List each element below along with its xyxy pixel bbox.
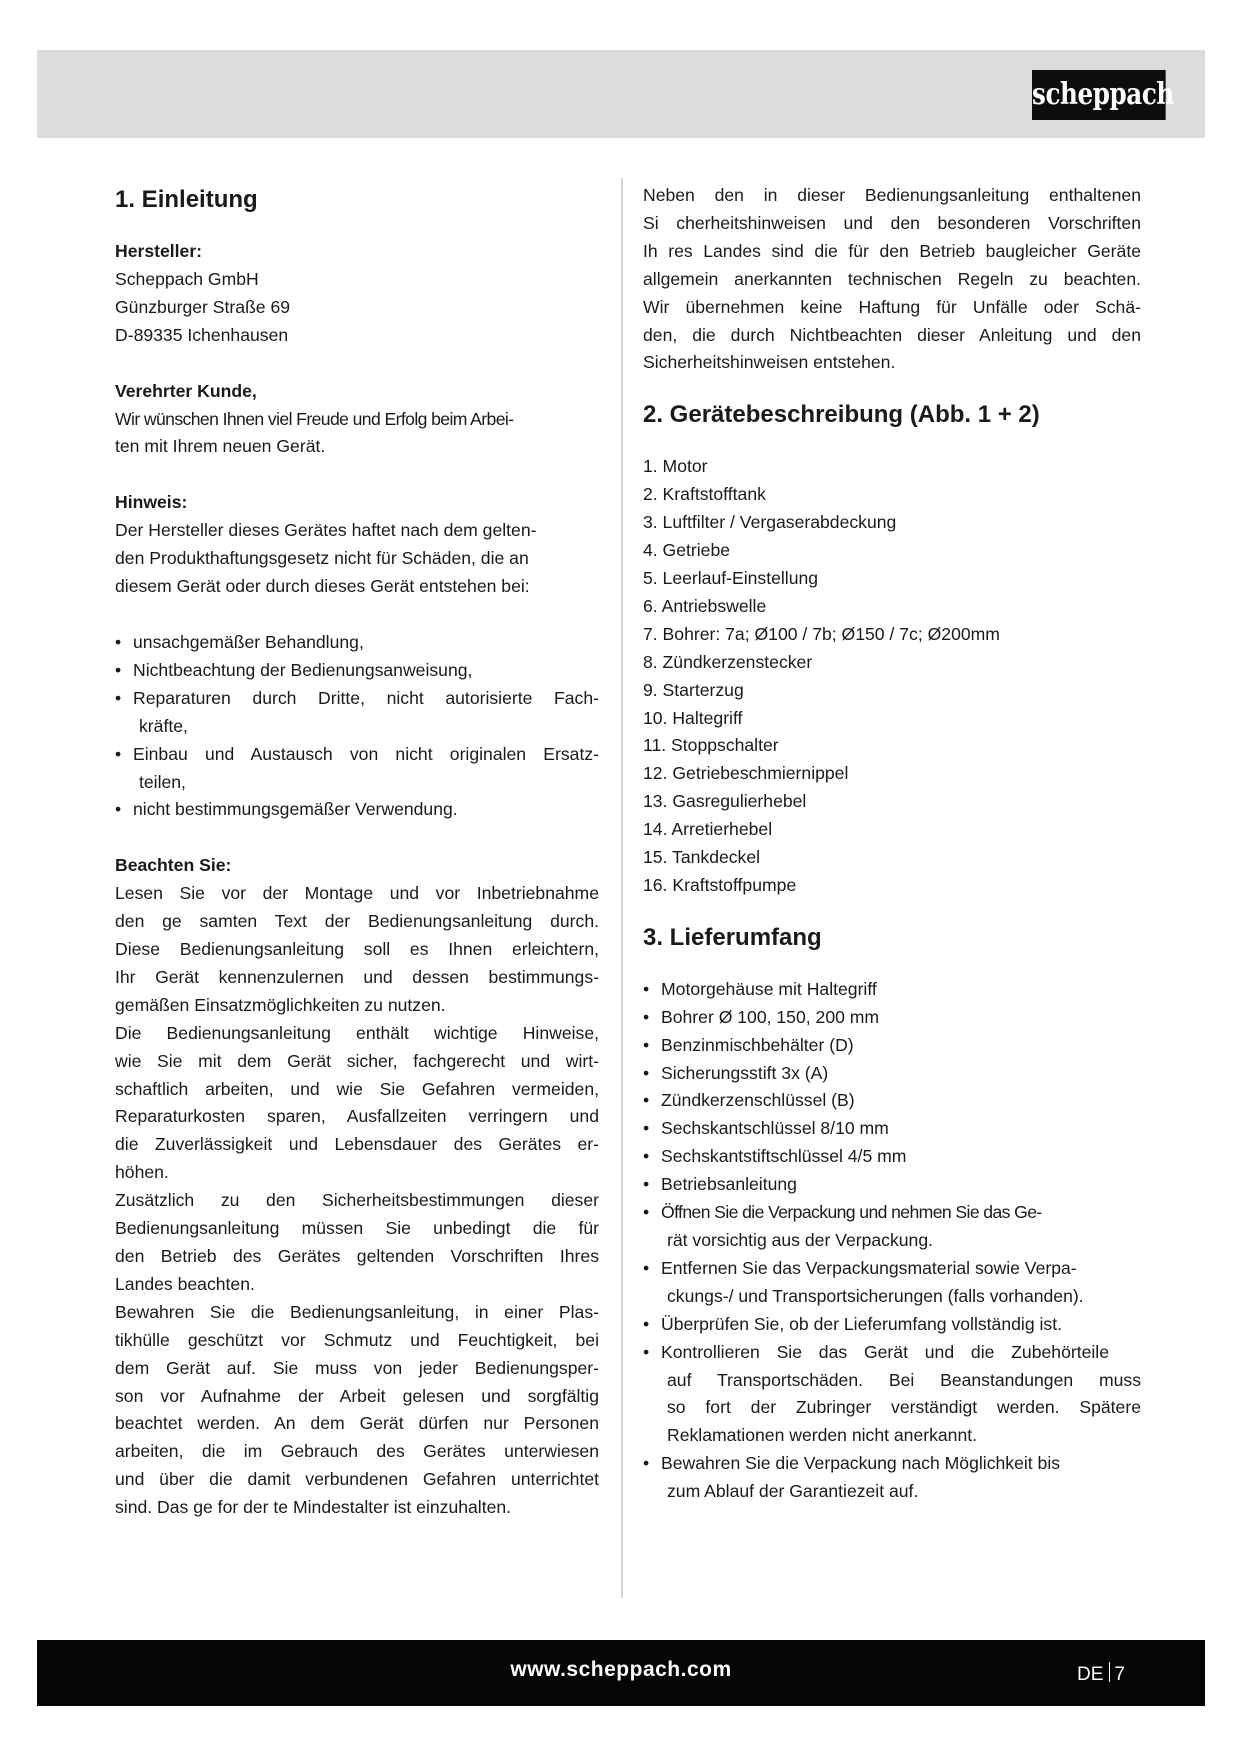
text-line: beachtet werden. An dem Gerät dürfen nur Personen [115, 1413, 599, 1434]
address-line: Günzburger Straße 69 [115, 296, 291, 317]
page-indicator [1077, 1662, 1125, 1686]
list-item: • Öffnen Sie die Verpackung und nehmen Sie das Ge- rät vorsichtig aus der Verpackung. [643, 1199, 1141, 1255]
section-title-introduction: 1. Einleitung [115, 186, 258, 213]
list-item: 8. Zündkerzenstecker [643, 651, 813, 672]
text-line: Sicherheitshinweisen entstehen. [643, 352, 896, 373]
list-item: 4. Getriebe [643, 540, 731, 561]
text-line: Si cherheitshinweisen und den besonderen Vorschriften [643, 212, 1141, 233]
customer-text-line: ten mit Ihrem neuen Gerät. [115, 436, 326, 457]
website-link[interactable]: www.scheppach.com [510, 1658, 732, 1681]
text-line: arbeiten, die im Gebrauch des Gerätes unterwiesen [115, 1441, 599, 1462]
text-line: Reparaturkosten sparen, Ausfallzeiten verringern und [115, 1106, 599, 1127]
list-item: 2. Kraftstofftank [643, 484, 766, 505]
list-item: • Betriebsanleitung [643, 1171, 1141, 1199]
text-line: den ge samten Text der Bedienungsanleitung durch. [115, 911, 599, 932]
language-code: DE [1077, 1664, 1104, 1685]
note-label: Hinweis: [115, 492, 188, 513]
customer-label: Verehrter Kunde, [115, 380, 257, 401]
text-line: Die Bedienungsanleitung enthält wichtige Hinweise, [115, 1022, 599, 1043]
text-line: Bewahren Sie die Bedienungsanleitung, in einer Plas- [115, 1301, 599, 1322]
parts-list [643, 453, 1141, 900]
list-item: • Entfernen Sie das Verpackungsmaterial sowie Verpa- ckungs-/ und Transportsicherungen (falls vorhanden). [643, 1255, 1141, 1311]
left-column [115, 182, 599, 1522]
list-item: 13. Gasregulierhebel [643, 791, 807, 812]
text-line: Lesen Sie vor der Montage und vor Inbetriebnahme [115, 883, 599, 904]
text-line: Zusätzlich zu den Sicherheitsbestimmungen dieser [115, 1190, 599, 1211]
attention-text [115, 880, 599, 1522]
address-line: D-89335 Ichenhausen [115, 324, 289, 345]
text-line: höhen. [115, 1162, 169, 1183]
text-line: den Betrieb des Gerätes geltenden Vorschriften Ihres [115, 1246, 599, 1266]
text-line: die Zuverlässigkeit und Lebensdauer des Gerätes er- [115, 1134, 599, 1155]
address-line: Scheppach GmbH [115, 268, 259, 289]
list-item: • Überprüfen Sie, ob der Lieferumfang vollständig ist. [643, 1311, 1141, 1339]
customer-text-line: Wir wünschen Ihnen viel Freude und Erfolg beim Arbei- [115, 408, 514, 429]
liability-list [115, 629, 599, 824]
text-line: Landes beachten. [115, 1273, 255, 1294]
list-item: 16. Kraftstoffpumpe [643, 874, 797, 895]
page-number: 7 [1114, 1664, 1125, 1685]
list-item: • Benzinmischbehälter (D) [643, 1032, 1141, 1060]
manufacturer-label: Hersteller: [115, 241, 203, 261]
list-item: 9. Starterzug [643, 679, 744, 700]
text-line: den, die durch Nichtbeachten dieser Anleitung und den [643, 324, 1141, 345]
list-item: • Sicherungsstift 3x (A) [643, 1060, 1141, 1088]
attention-label: Beachten Sie: [115, 855, 232, 876]
text-line: tikhülle geschützt vor Schmutz und Feuchtigkeit, bei [115, 1329, 599, 1350]
list-item: • Motorgehäuse mit Haltegriff [643, 976, 1141, 1004]
text-line: Diese Bedienungsanleitung soll es Ihnen erleichtern, [115, 939, 599, 960]
note-text-line: diesem Gerät oder durch dieses Gerät entstehen bei: [115, 576, 530, 597]
note-text-line: Der Hersteller dieses Gerätes haftet nach dem gelten- [115, 520, 537, 541]
list-item: 5. Leerlauf-Einstellung [643, 567, 819, 588]
delivery-list [643, 976, 1141, 1506]
text-line: Wir übernehmen keine Haftung für Unfälle oder Schä- [643, 296, 1141, 317]
note-text-line: den Produkthaftungsgesetz nicht für Schäden, die an [115, 548, 529, 569]
text-line: son vor Aufnahme der Arbeit gelesen und sorgfältig [115, 1385, 599, 1406]
list-item: 6. Antriebswelle [643, 595, 767, 616]
column-divider [621, 178, 623, 1598]
list-item: 7. Bohrer: 7a; Ø100 / 7b; Ø150 / 7c; Ø200mm [643, 623, 1000, 644]
manufacturer-address [115, 266, 599, 350]
text-line: wie Sie mit dem Gerät sicher, fachgerecht und wirt- [115, 1050, 599, 1071]
list-item: • Sechskantstiftschlüssel 4/5 mm [643, 1143, 1141, 1171]
text-line: dem Gerät auf. Sie muss von jeder Bedienungsper- [115, 1357, 599, 1378]
brand-logo: scheppach [1032, 70, 1166, 120]
list-item: • Sechskantschlüssel 8/10 mm [643, 1115, 1141, 1143]
list-item: • Einbau und Austausch von nicht originalen Ersatz- teilen, [115, 741, 599, 797]
list-item: • Bewahren Sie die Verpackung nach Möglichkeit bis zum Ablauf der Garantiezeit auf. [643, 1450, 1141, 1506]
text-line: Neben den in dieser Bedienungsanleitung enthaltenen [643, 185, 1141, 205]
list-item: • Reparaturen durch Dritte, nicht autorisierte Fach- kräfte, [115, 685, 599, 741]
footer-bar [37, 1640, 1205, 1706]
page-separator [1109, 1662, 1110, 1682]
section-title-scope-of-delivery: 3. Lieferumfang [643, 923, 822, 951]
list-item: • nicht bestimmungsgemäßer Verwendung. [115, 796, 599, 824]
header-band [37, 50, 1205, 138]
list-item: • Bohrer Ø 100, 150, 200 mm [643, 1004, 1141, 1032]
list-item: 10. Haltegriff [643, 707, 743, 728]
list-item: • Kontrollieren Sie das Gerät und die Zubehörteile auf Transportschäden. Bei Beanstandungen muss so fort der Zubringer verständigt werden. Spätere Reklamationen werden nicht anerkannt. [643, 1339, 1141, 1451]
text-line: Ih res Landes sind die für den Betrieb baugleicher Geräte [643, 240, 1141, 261]
text-line: Ihr Gerät kennenzulernen und dessen bestimmungs- [115, 966, 599, 987]
text-line: allgemein anerkannten technischen Regeln zu beachten. [643, 268, 1141, 289]
text-line: Bedienungsanleitung müssen Sie unbedingt die für [115, 1218, 599, 1239]
text-line: und über die damit verbundenen Gefahren unterrichtet [115, 1469, 599, 1490]
text-line: gemäßen Einsatzmöglichkeiten zu nutzen. [115, 994, 446, 1015]
list-item: • Nichtbeachtung der Bedienungsanweisung, [115, 657, 599, 685]
list-item: • Zündkerzenschlüssel (B) [643, 1087, 1141, 1115]
right-column [643, 182, 1141, 1506]
list-item: 11. Stoppschalter [643, 735, 779, 756]
section-title-device-description: 2. Gerätebeschreibung (Abb. 1 + 2) [643, 401, 1040, 429]
list-item: 3. Luftfilter / Vergaserabdeckung [643, 512, 897, 533]
list-item: 12. Getriebeschmiernippel [643, 763, 849, 784]
list-item: 15. Tankdeckel [643, 847, 761, 868]
list-item: 14. Arretierhebel [643, 819, 773, 840]
intro-text [643, 182, 1141, 377]
list-item: 1. Motor [643, 456, 708, 477]
text-line: schaftlich arbeiten, und wie Sie Gefahren vermeiden, [115, 1078, 599, 1099]
list-item: • unsachgemäßer Behandlung, [115, 629, 599, 657]
text-line: sind. Das ge for der te Mindestalter ist einzuhalten. [115, 1497, 512, 1518]
